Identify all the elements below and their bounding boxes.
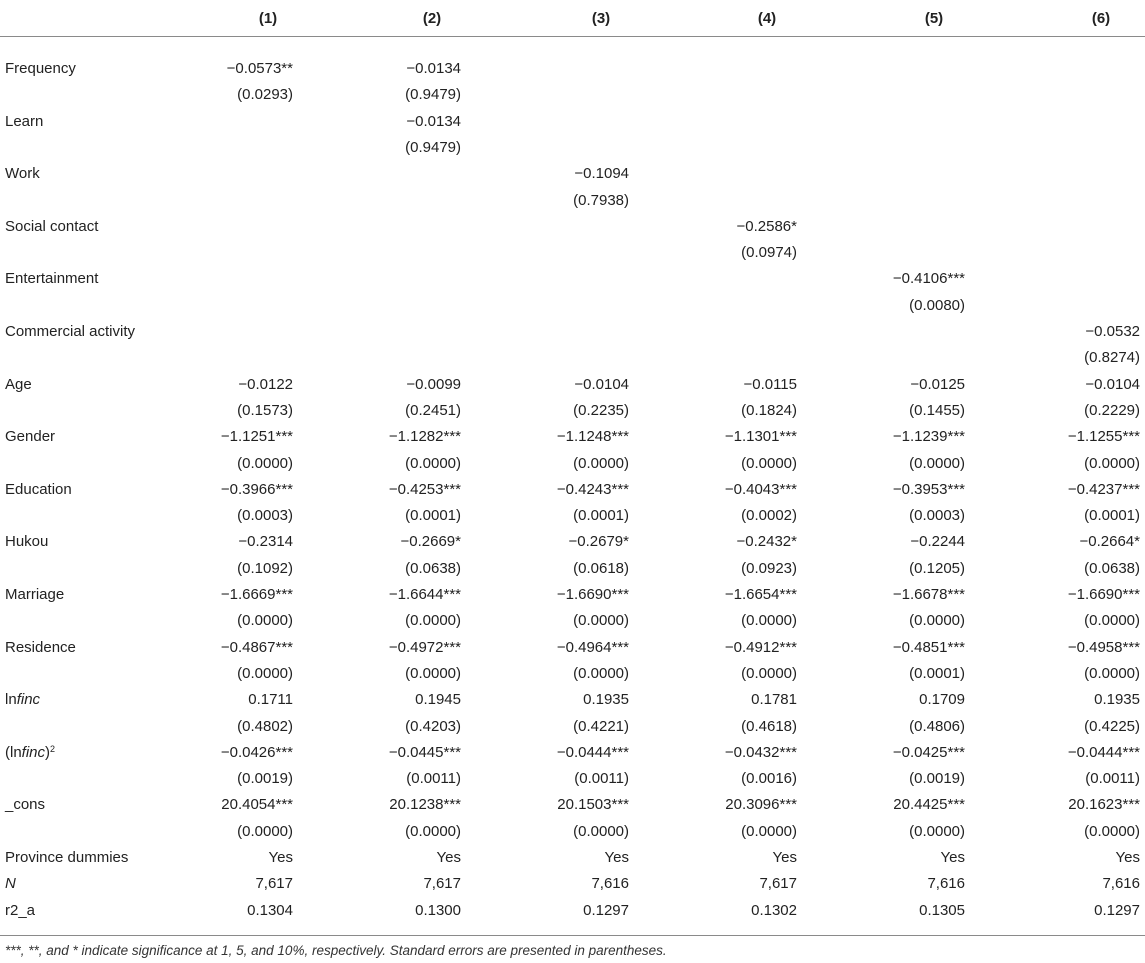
coef-cell: 0.1709	[919, 691, 965, 709]
se-cell: (0.1573)	[237, 401, 293, 419]
se-cell: (0.0638)	[1084, 559, 1140, 577]
se-cell: (0.0000)	[573, 612, 629, 630]
coef-cell: 0.1935	[583, 691, 629, 709]
coef-cell: −0.4043***	[724, 480, 797, 498]
coef-cell: −0.2679*	[568, 533, 629, 551]
se-cell: (0.0000)	[573, 664, 629, 682]
summary-cell: 7,617	[759, 875, 797, 893]
coef-cell: −0.2669*	[400, 533, 461, 551]
se-cell: (0.0000)	[1084, 612, 1140, 630]
se-cell: (0.0000)	[909, 454, 965, 472]
se-cell: (0.0000)	[741, 612, 797, 630]
summary-cell: Yes	[436, 849, 461, 866]
se-cell: (0.0000)	[237, 822, 293, 840]
coef-cell: −1.1251***	[220, 428, 293, 446]
se-cell: (0.9479)	[405, 138, 461, 156]
coef-cell: −0.0445***	[388, 743, 461, 761]
row-label: Residence	[5, 638, 76, 656]
coef-cell: −0.0122	[238, 375, 293, 393]
summary-cell: 7,617	[255, 875, 293, 893]
coef-cell: −0.0104	[574, 375, 629, 393]
se-cell: (0.0000)	[237, 664, 293, 682]
se-cell: (0.0011)	[574, 770, 629, 788]
coef-cell: −0.4964***	[556, 638, 629, 656]
column-header-3: (3)	[591, 10, 611, 27]
se-cell: (0.0016)	[741, 770, 797, 788]
summary-cell: 7,616	[591, 875, 629, 893]
se-cell: (0.0001)	[573, 507, 629, 525]
se-cell: (0.1205)	[909, 559, 965, 577]
se-cell: (0.4203)	[405, 717, 461, 735]
table-footnote: ***, **, and * indicate significance at 1, 5, and 10%, respectively. Standard errors are presented in parentheses.	[5, 943, 667, 958]
coef-cell: −1.6654***	[724, 586, 797, 603]
se-cell: (0.8274)	[1084, 349, 1140, 367]
se-cell: (0.0293)	[237, 86, 293, 104]
se-cell: (0.0002)	[741, 507, 797, 525]
se-cell: (0.0003)	[909, 507, 965, 525]
bottom-rule	[0, 935, 1145, 936]
coef-cell: −0.4237***	[1067, 480, 1140, 498]
se-cell: (0.7938)	[573, 191, 629, 209]
coef-cell: −0.0104	[1085, 375, 1140, 393]
se-cell: (0.0003)	[237, 507, 293, 525]
summary-cell: 0.1305	[919, 901, 965, 919]
coef-cell: 20.4054***	[221, 796, 293, 814]
coef-cell: 0.1711	[248, 691, 293, 709]
coef-cell: −0.0426***	[220, 743, 293, 761]
se-cell: (0.2451)	[405, 401, 461, 419]
column-header-5: (5)	[924, 10, 944, 27]
summary-label: N	[5, 875, 16, 893]
coef-cell: 20.1238***	[389, 796, 461, 814]
coef-cell: −0.0532	[1085, 323, 1140, 340]
se-cell: (0.4618)	[741, 717, 797, 735]
coef-cell: 20.4425***	[893, 796, 965, 814]
se-cell: (0.0974)	[741, 244, 797, 262]
se-cell: (0.4806)	[909, 717, 965, 735]
se-cell: (0.0001)	[1084, 507, 1140, 525]
coef-cell: −1.1282***	[388, 428, 461, 446]
se-cell: (0.9479)	[405, 86, 461, 104]
column-header-1: (1)	[258, 10, 278, 27]
se-cell: (0.0080)	[909, 296, 965, 314]
se-cell: (0.0000)	[237, 612, 293, 630]
se-cell: (0.0011)	[1085, 770, 1140, 788]
summary-cell: Yes	[1115, 849, 1140, 866]
se-cell: (0.0000)	[1084, 454, 1140, 472]
coef-cell: −0.0425***	[892, 743, 965, 761]
coef-cell: −0.1094	[574, 165, 629, 183]
coef-cell: −0.0099	[406, 375, 461, 393]
row-label: Gender	[5, 428, 56, 446]
column-header-4: (4)	[757, 10, 777, 27]
se-cell: (0.0011)	[406, 770, 461, 788]
se-cell: (0.0000)	[573, 822, 629, 840]
se-cell: (0.0000)	[405, 664, 461, 682]
summary-cell: 0.1300	[415, 901, 461, 919]
coef-cell: −0.4972***	[388, 638, 461, 656]
coef-cell: −0.4867***	[220, 638, 293, 656]
se-cell: (0.4225)	[1084, 717, 1140, 735]
column-header-2: (2)	[422, 10, 442, 27]
top-rule	[0, 36, 1145, 37]
se-cell: (0.0000)	[405, 612, 461, 630]
coef-cell: −0.4851***	[892, 638, 965, 656]
coef-cell: −0.0115	[743, 375, 797, 393]
coef-cell: 0.1945	[415, 691, 461, 709]
coef-cell: −0.0134	[406, 60, 461, 77]
se-cell: (0.0000)	[237, 454, 293, 472]
coef-cell: −0.4912***	[724, 638, 797, 656]
summary-cell: Yes	[940, 849, 965, 866]
se-cell: (0.0000)	[573, 454, 629, 472]
row-label: Education	[5, 480, 72, 498]
coef-cell: −1.6669***	[220, 586, 293, 603]
summary-cell: Yes	[772, 849, 797, 866]
se-cell: (0.0000)	[741, 664, 797, 682]
coef-cell: −1.1301***	[724, 428, 797, 446]
row-label: Frequency	[5, 60, 76, 77]
coef-cell: 20.3096***	[725, 796, 797, 814]
row-label: Commercial activity	[5, 323, 136, 340]
coef-cell: −0.0125	[910, 375, 965, 393]
se-cell: (0.2229)	[1084, 401, 1140, 419]
row-label: Marriage	[5, 586, 65, 603]
coef-cell: −0.4243***	[556, 480, 629, 498]
coef-cell: −1.1248***	[556, 428, 629, 446]
se-cell: (0.4802)	[237, 717, 293, 735]
se-cell: (0.4221)	[573, 717, 629, 735]
row-label: Work	[5, 165, 40, 183]
summary-cell: 0.1297	[583, 901, 629, 919]
se-cell: (0.0000)	[909, 822, 965, 840]
coef-cell: −0.4106***	[892, 270, 965, 288]
row-label: _cons	[5, 796, 46, 814]
se-cell: (0.2235)	[573, 401, 629, 419]
summary-cell: 0.1297	[1094, 901, 1140, 919]
row-label: Entertainment	[5, 270, 99, 288]
row-label: Social contact	[5, 217, 99, 235]
summary-cell: Yes	[268, 849, 293, 866]
row-label: lnfinc	[5, 691, 41, 709]
coef-cell: −0.2586*	[736, 217, 797, 235]
coef-cell: −1.6690***	[1067, 586, 1140, 603]
se-cell: (0.0019)	[909, 770, 965, 788]
summary-cell: 7,616	[927, 875, 965, 893]
se-cell: (0.0000)	[405, 454, 461, 472]
coef-cell: −1.6690***	[556, 586, 629, 603]
se-cell: (0.0001)	[909, 664, 965, 682]
row-label: Hukou	[5, 533, 49, 551]
coef-cell: −0.0444***	[1067, 743, 1140, 761]
coef-cell: −1.1255***	[1067, 428, 1140, 446]
coef-cell: −0.3966***	[220, 480, 293, 498]
coef-cell: −1.1239***	[892, 428, 965, 446]
coef-cell: −0.3953***	[892, 480, 965, 498]
se-cell: (0.0000)	[1084, 822, 1140, 840]
coef-cell: −0.0573**	[226, 60, 293, 77]
coef-cell: 0.1781	[751, 691, 797, 709]
coef-cell: −0.2664*	[1079, 533, 1140, 551]
summary-cell: Yes	[604, 849, 629, 866]
se-cell: (0.0000)	[741, 822, 797, 840]
summary-cell: 0.1304	[247, 901, 293, 919]
coef-cell: −0.0134	[406, 112, 461, 130]
summary-label: r2_a	[5, 901, 36, 919]
se-cell: (0.0000)	[1084, 664, 1140, 682]
se-cell: (0.0000)	[909, 612, 965, 630]
se-cell: (0.0638)	[405, 559, 461, 577]
summary-label: Province dummies	[5, 849, 129, 866]
coef-cell: −0.4958***	[1067, 638, 1140, 656]
coef-cell: 20.1623***	[1068, 796, 1140, 814]
coef-cell: −0.2432*	[736, 533, 797, 551]
coef-cell: −0.0432***	[724, 743, 797, 761]
se-cell: (0.1824)	[741, 401, 797, 419]
coef-cell: −1.6644***	[388, 586, 461, 603]
coef-cell: −0.2244	[910, 533, 965, 551]
row-label: Age	[5, 375, 32, 393]
summary-cell: 0.1302	[751, 901, 797, 919]
column-header-6: (6)	[1091, 10, 1111, 27]
se-cell: (0.0923)	[741, 559, 797, 577]
se-cell: (0.1455)	[909, 401, 965, 419]
coef-cell: −1.6678***	[892, 586, 965, 603]
se-cell: (0.0001)	[405, 507, 461, 525]
se-cell: (0.0000)	[741, 454, 797, 472]
coef-cell: −0.4253***	[388, 480, 461, 498]
coef-cell: −0.0444***	[556, 743, 629, 761]
summary-cell: 7,616	[1102, 875, 1140, 893]
coef-cell: 0.1935	[1094, 691, 1140, 709]
row-label: (lnfinc)$^2$	[5, 743, 56, 761]
summary-cell: 7,617	[423, 875, 461, 893]
se-cell: (0.0618)	[573, 559, 629, 577]
coef-cell: 20.1503***	[557, 796, 629, 814]
se-cell: (0.0019)	[237, 770, 293, 788]
se-cell: (0.1092)	[237, 559, 293, 577]
coef-cell: −0.2314	[238, 533, 293, 551]
row-label: Learn	[5, 112, 44, 130]
se-cell: (0.0000)	[405, 822, 461, 840]
